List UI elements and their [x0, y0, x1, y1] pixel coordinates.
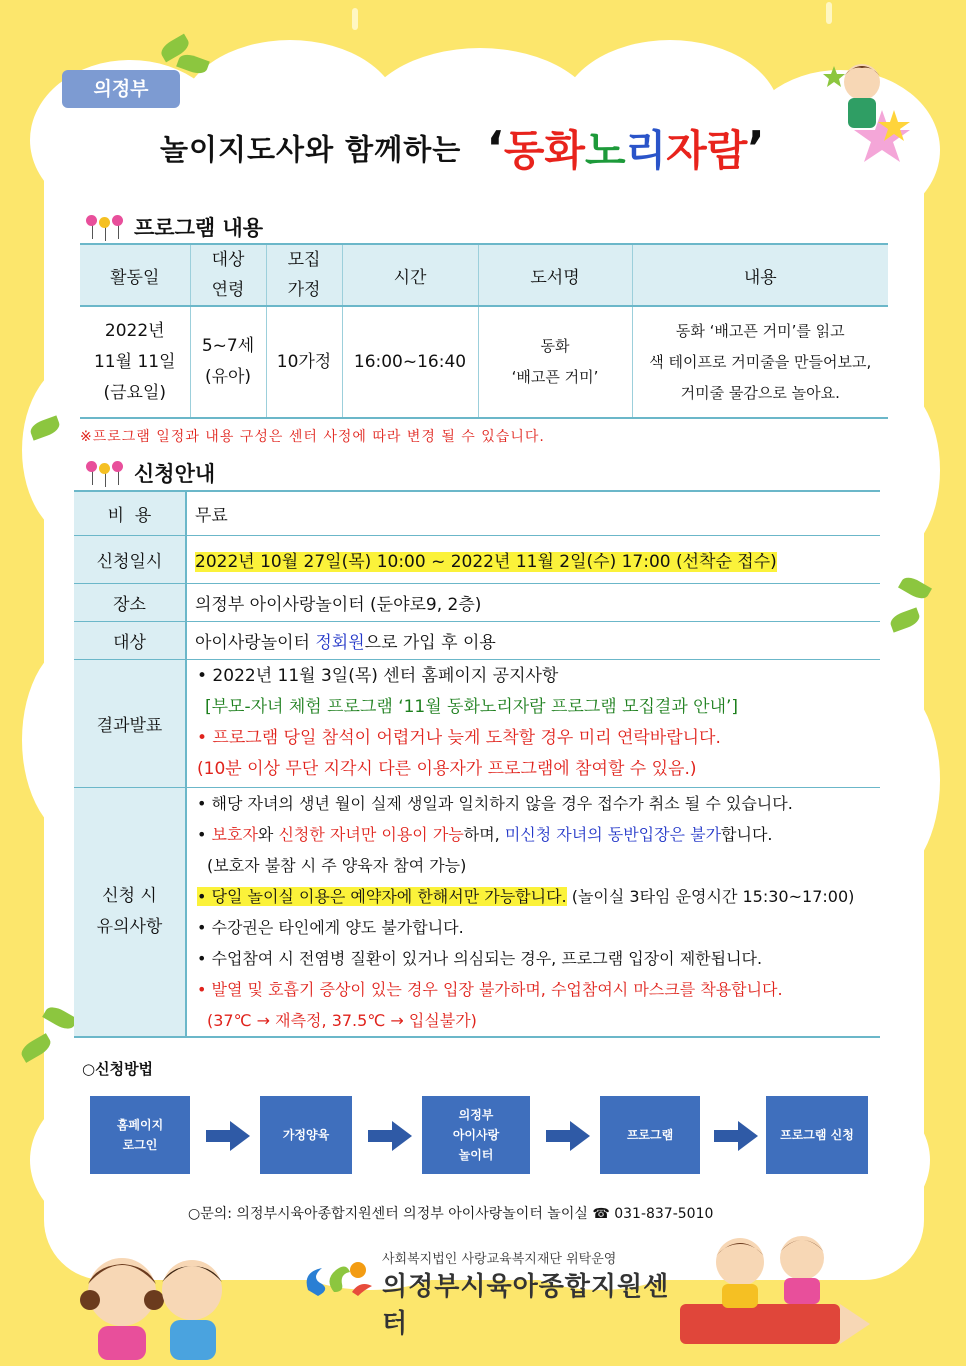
result-cell [186, 659, 880, 787]
program-table [80, 243, 888, 419]
period-value: 2022년 10월 27일(목) 10:00 ~ 2022년 11월 2일(수) 17:00 (선착순 접수) [195, 551, 777, 572]
caution-line: (보호자 불참 시 주 양육자 참여 가능) [207, 855, 467, 875]
program-heading-text: 프로그램 내용 [134, 216, 264, 240]
target-post: 으로 가입 후 이용 [364, 632, 496, 653]
caution-line: • 해당 자녀의 생년 월이 실제 생일과 일치하지 않을 경우 접수가 취소 될 수 있습니다. [197, 793, 793, 813]
col-header: 도서명 [478, 244, 632, 306]
contact-info: ○문의: 의정부시육아종합지원센터 의정부 아이사랑놀이터 놀이실 ☎ 031-837-5010 [188, 1206, 714, 1222]
org-logo [300, 1244, 680, 1339]
decor-dash [352, 8, 358, 30]
page-title [160, 118, 880, 180]
kids-pencil-illustration [680, 1228, 870, 1362]
result-line: (10분 이상 무단 지각시 다른 이용자가 프로그램에 참여할 수 있음.) [197, 759, 697, 779]
apply-heading-text: 신청안내 [134, 462, 216, 486]
cell-content: 동화 ‘배고픈 거미’를 읽고 색 테이프로 거미줄을 만들어보고, 거미줄 물감으로 놀아요. [632, 306, 888, 418]
title-char: 노 [584, 126, 626, 175]
title-char: 자 [666, 126, 707, 175]
caution-label [74, 787, 186, 1037]
cell-time: 16:00~16:40 [342, 306, 478, 418]
org-subtitle: 사회복지법인 사랑교육복지재단 위탁운영 [382, 1252, 617, 1267]
caution-line: • 보호자와 신청한 자녀만 이용이 가능하며, 미신청 자녀의 동반입장은 불가합니다. [197, 824, 773, 844]
caution-label-line: 유의사항 [96, 916, 163, 937]
fee-label: 비 용 [74, 491, 186, 535]
step-box: 의정부 아이사랑 놀이터 [422, 1096, 530, 1174]
apply-heading [84, 458, 215, 488]
target-pre: 아이사랑놀이터 [195, 632, 316, 653]
caution-cell [186, 787, 880, 1037]
result-line: [부모-자녀 체험 프로그램 ‘11월 동화노리자람 프로그램 모집결과 안내’] [205, 697, 739, 717]
place-value: 의정부 아이사랑놀이터 (둔야로9, 2층) [186, 583, 880, 621]
result-line: • 프로그램 당일 참석이 어렵거나 늦게 도착할 경우 미리 연락바랍니다. [197, 728, 721, 748]
arrow-right-icon [368, 1121, 412, 1151]
title-close-quote: ’ [747, 121, 765, 175]
kids-illustration-left [62, 1240, 242, 1360]
cell-families: 10가정 [266, 306, 342, 418]
org-name: 의정부시육아종합지원센터 [382, 1272, 670, 1339]
cell-age: 5~7세 (유아) [190, 306, 266, 418]
target-label: 대상 [74, 621, 186, 659]
title-char: 동 [503, 126, 545, 175]
place-label: 장소 [74, 583, 186, 621]
caution-line: • 발열 및 호흡기 증상이 있는 경우 입장 불가하며, 수업참여시 마스크를 착용합니다. [197, 979, 783, 999]
period-label: 신청일시 [74, 535, 186, 583]
target-member: 정회원 [315, 632, 365, 653]
title-char: 람 [706, 126, 748, 175]
caution-line: • 수업참여 시 전염병 질환이 있거나 의심되는 경우, 프로그램 입장이 제한됩니다. [197, 948, 763, 968]
title-open-quote: ‘ [486, 121, 504, 175]
method-heading: ○신청방법 [82, 1060, 154, 1078]
arrow-right-icon [714, 1121, 758, 1151]
fee-value: 무료 [186, 491, 880, 535]
step-box: 프로그램 신청 [766, 1096, 868, 1174]
col-header: 모집 가정 [266, 244, 342, 306]
title-char: 화 [544, 126, 585, 175]
col-header: 내용 [632, 244, 888, 306]
col-header: 활동일 [80, 244, 190, 306]
org-logo-icon [300, 1252, 378, 1302]
hearts-icon [84, 459, 126, 487]
caution-line: • 당일 놀이실 이용은 예약자에 한해서만 가능합니다. (놀이실 3타임 운영시간 15:30~17:00) [197, 886, 855, 906]
region-tag: 의정부 [62, 70, 180, 108]
cell-date: 2022년 11월 11일 (금요일) [80, 306, 190, 418]
decor-dash [826, 2, 832, 24]
target-cell [186, 621, 880, 659]
arrow-right-icon [206, 1121, 250, 1151]
result-line: • 2022년 11월 3일(목) 센터 홈페이지 공지사항 [197, 666, 559, 686]
kid-star-illustration [812, 52, 922, 172]
col-header: 대상 연령 [190, 244, 266, 306]
step-box: 프로그램 [600, 1096, 700, 1174]
step-box: 홈페이지 로그인 [90, 1096, 190, 1174]
result-label: 결과발표 [74, 659, 186, 787]
schedule-notice: ※프로그램 일정과 내용 구성은 센터 사정에 따라 변경 될 수 있습니다. [80, 429, 545, 445]
hearts-icon [84, 213, 126, 241]
step-box: 가정양육 [260, 1096, 352, 1174]
apply-table [74, 490, 880, 1038]
col-header: 시간 [342, 244, 478, 306]
period-cell [186, 535, 880, 583]
title-char: 리 [625, 126, 667, 175]
arrow-right-icon [546, 1121, 590, 1151]
program-heading [84, 212, 263, 242]
caution-label-line: 신청 시 [102, 885, 157, 906]
title-lead: 놀이지도사와 함께하는 [160, 132, 462, 167]
caution-line: • 수강권은 타인에게 양도 불가합니다. [197, 917, 464, 937]
caution-line: (37℃ → 재측정, 37.5℃ → 입실불가) [207, 1010, 477, 1030]
cell-book: 동화 ‘배고픈 거미’ [478, 306, 632, 418]
